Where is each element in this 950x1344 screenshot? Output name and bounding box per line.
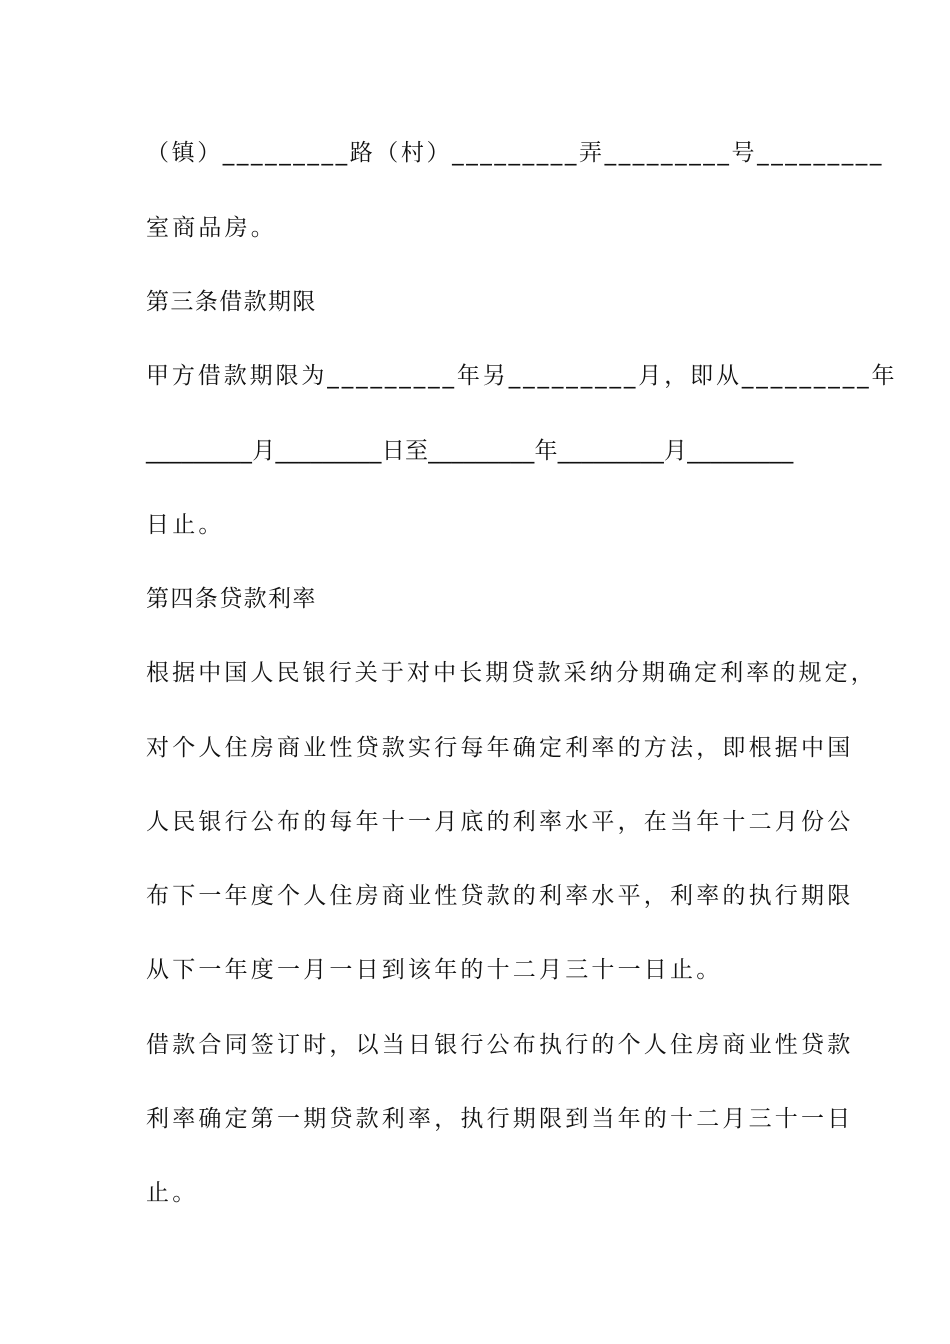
paragraph-line: 对个人住房商业性贷款实行每年确定利率的方法，即根据中国 [146,735,854,761]
address-line: （镇）_________路（村）_________弄_________号_________ [146,140,884,166]
paragraph-line: 从下一年度一月一日到该年的十二月三十一日止。 [146,957,723,983]
section-heading-term: 第三条借款期限 [146,289,317,315]
paragraph-line: 根据中国人民银行关于对中长期贷款采纳分期确定利率的规定， [146,660,877,686]
paragraph-line: 借款合同签订时，以当日银行公布执行的个人住房商业性贷款 [146,1032,854,1058]
paragraph-line: 布下一年度个人住房商业性贷款的利率水平，利率的执行期限 [146,883,854,909]
address-line-end: 室商品房。 [146,215,277,241]
paragraph-line: 利率确定第一期贷款利率，执行期限到当年的十二月三十一日 [146,1106,854,1132]
paragraph-line: 人民银行公布的每年十一月底的利率水平，在当年十二月份公 [146,809,854,835]
section-heading-rate: 第四条贷款利率 [146,586,317,612]
term-line-1: 甲方借款期限为_________年另_________月，即从_________年 [146,363,898,389]
term-line-3: 日止。 [146,512,225,538]
term-line-2: _________月_________日至_________年_________月_________ [146,438,794,464]
paragraph-line: 止。 [146,1180,199,1206]
